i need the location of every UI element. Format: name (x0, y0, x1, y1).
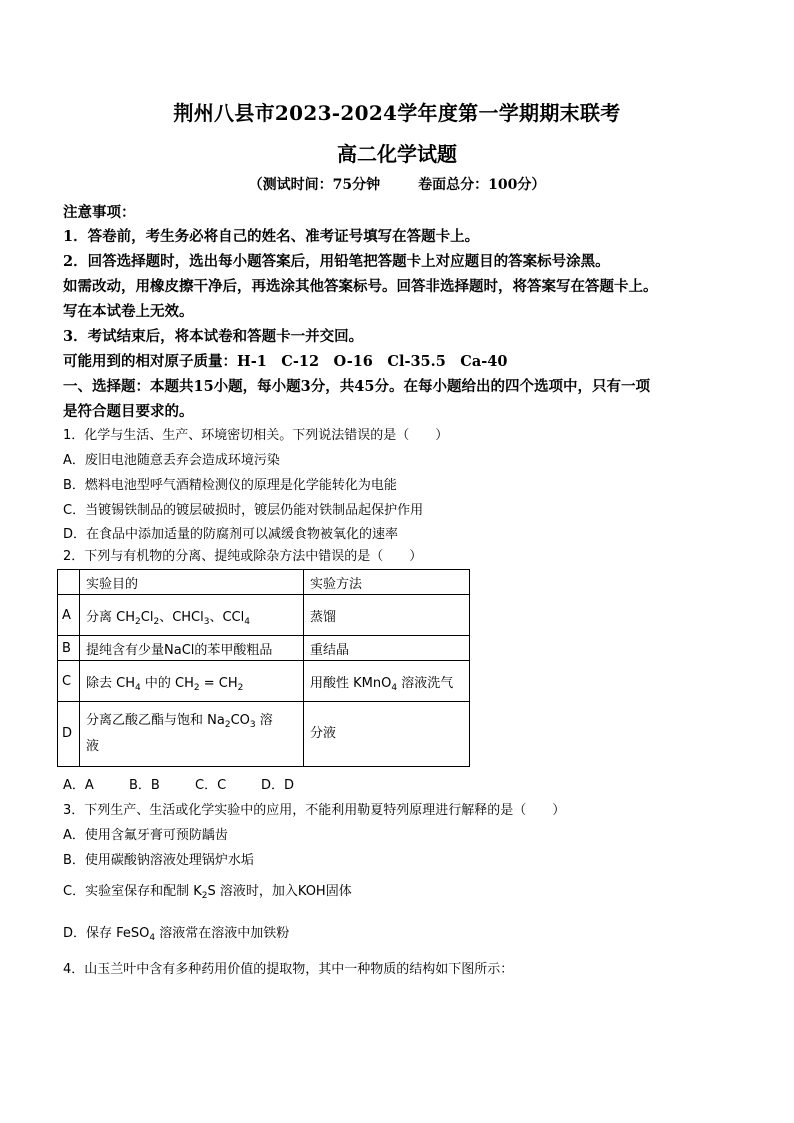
section-heading-cont: 是符合题目要求的。 (63, 403, 194, 420)
note-1: 1．答卷前，考生务必将自己的姓名、准考证号填写在答题卡上。 (63, 228, 480, 245)
total-score: 卷面总分：100分） (418, 177, 546, 193)
q3-option-a: A．使用含氟牙膏可预防龋齿 (63, 828, 228, 843)
row-label: B (58, 636, 80, 661)
row-label: D (58, 702, 80, 767)
section-heading: 一、选择题：本题共15小题，每小题3分，共45分。在每小题给出的四个选项中，只有一项 (63, 378, 650, 395)
exam-info (0, 174, 794, 194)
q3-option-c: C．实验室保存和配制 $K_2S$ 溶液时，加入KOH固体 (63, 884, 352, 901)
method-text: 用酸性 (310, 675, 350, 691)
row-label: A (58, 595, 80, 636)
row-purpose: 提纯含有少量NaCl的苯甲酸粗品 (80, 636, 304, 661)
notes-heading: 注意事项： (63, 204, 136, 221)
purpose-text: 除去 (86, 675, 113, 691)
exam-subtitle: 高二化学试题 (337, 142, 457, 166)
q4-stem: 4．山玉兰叶中含有多种药用价值的提取物，其中一种物质的结构如下图所示： (63, 962, 514, 977)
row-purpose: 除去 $CH_4$ 中的 $CH_2 = CH_2$ (80, 661, 304, 702)
purpose-text: 分离 (86, 609, 113, 625)
table-row (58, 702, 470, 767)
row-method: 重结晶 (304, 636, 470, 661)
q3-option-d: D．保存 FeSO$_4$ 溶液常在溶液中加铁粉 (63, 926, 290, 943)
table-cell (58, 570, 80, 595)
row-purpose: 分离 $CH_2Cl_2$、CHCl$_3$、CCl$_4$ (80, 595, 304, 636)
row-label: C (58, 661, 80, 702)
exam-title: 荆州八县市2023-2024学年度第一学期期末联考 (173, 101, 621, 125)
method-text: 溶液洗气 (401, 675, 454, 691)
q2-options (63, 776, 327, 796)
q2-table (57, 569, 470, 767)
q2-stem: 2．下列与有机物的分离、提纯或除杂方法中错误的是（ ） (63, 549, 423, 564)
q2-option-c: C．C (195, 778, 227, 793)
q3-option-b: B．使用碳酸钠溶液处理锅炉水垢 (63, 853, 254, 868)
row-purpose: 分离乙酸乙酯与饱和 $Na_2CO_3$ 溶 液 (80, 702, 304, 767)
row-method: 分液 (304, 702, 470, 767)
purpose-text: 液 (86, 739, 100, 754)
note-2: 2．回答选择题时，选出每小题答案后，用铅笔把答题卡上对应题目的答案标号涂黑。 (63, 253, 610, 270)
q2-option-d: D．D (261, 778, 295, 793)
option-text: 溶液时，加入KOH固体 (219, 884, 352, 899)
table-row (58, 595, 470, 636)
table-row (58, 661, 470, 702)
q2-option-a: A．A (63, 778, 94, 793)
q1-option-a: A．废旧电池随意丢弃会造成环境污染 (63, 453, 280, 468)
purpose-text: 溶 (259, 713, 273, 728)
option-text: D．保存 (63, 926, 113, 941)
q3-stem: 3．下列生产、生活或化学实验中的应用，不能利用勒夏特列原理进行解释的是（ ） (63, 803, 566, 818)
note-3: 3．考试结束后，将本试卷和答题卡一并交回。 (63, 328, 364, 345)
q1-option-c: C．当镀锡铁制品的镀层破损时，镀层仍能对铁制品起保护作用 (63, 503, 424, 518)
header-method: 实验方法 (304, 570, 470, 595)
option-text: 溶液常在溶液中加铁粉 (159, 926, 290, 941)
row-method: 用酸性 KMnO$_4$ 溶液洗气 (304, 661, 470, 702)
note-2-end: 写在本试卷上无效。 (63, 303, 194, 320)
q1-option-b: B．燃料电池型呼气酒精检测仪的原理是化学能转化为电能 (63, 478, 397, 493)
exam-time: （测试时间：75分钟 (248, 177, 381, 193)
header-purpose: 实验目的 (80, 570, 304, 595)
q2-option-b: B．B (129, 778, 160, 793)
purpose-text: 分离乙酸乙酯与饱和 (86, 713, 204, 728)
option-text: C．实验室保存和配制 (63, 884, 190, 899)
row-method: 蒸馏 (304, 595, 470, 636)
table-row (58, 636, 470, 661)
purpose-text: 中的 (144, 675, 171, 691)
table-header-row (58, 570, 470, 595)
q1-option-d: D．在食品中添加适量的防腐剂可以减缓食物被氧化的速率 (63, 527, 399, 542)
atomic-mass: 可能用到的相对原子质量：H-1 C-12 O-16 Cl-35.5 Ca-40 (63, 353, 508, 370)
q1-stem: 1．化学与生活、生产、环境密切相关。下列说法错误的是（ ） (63, 428, 449, 443)
note-2-cont: 如需改动，用橡皮擦干净后，再选涂其他答案标号。回答非选择题时，将答案写在答题卡上。 (63, 278, 658, 295)
